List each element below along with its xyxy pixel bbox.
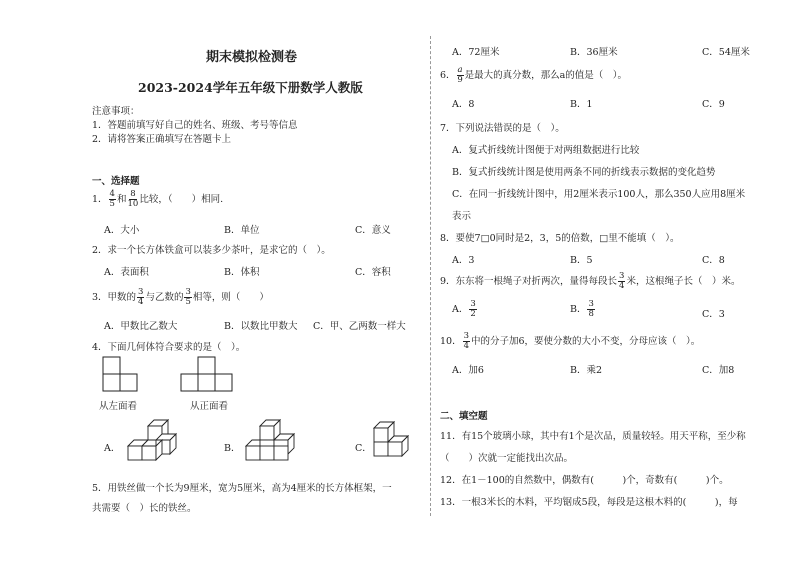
q1-num: 1． [92,194,108,205]
question-3: 3．甲数的 $\frac{3}{4}$ 与乙数的 $\frac{3}{5}$ 相等，则（ ） [92,287,269,307]
q4-option-c[interactable]: C． [355,443,372,454]
q2-option-b[interactable]: B．体积 [224,267,260,278]
q3-fraction-1: $\frac{3}{4}$ [138,287,144,307]
q10-option-c[interactable]: C．加8 [702,365,735,376]
q7-option-b[interactable]: B．复式折线统计图是使用两条不同的折线表示数据的变化趋势 [452,167,716,178]
question-1 [92,190,223,209]
q9-fraction: $\frac{3}{4}$ [619,271,625,291]
q4-option-b[interactable]: B． [224,443,241,454]
q9-option-a[interactable]: A． $\frac{3}{2}$ [452,299,476,319]
q2-option-c[interactable]: C．容积 [355,267,391,278]
question-13: 13．一根3米长的木料，平均锯成5段，每段是这根木料的( )，每 [440,497,738,508]
q9-option-a-fraction: $\frac{3}{2}$ [470,299,476,319]
question-2: 2．求一个长方体铁盒可以装多少茶叶，是求它的（ ）。 [92,245,331,256]
question-10: 10． $\frac{3}{4}$ 中的分子加6，要使分数的大小不变，分母应该（ ）。 [440,331,701,351]
q3-option-b[interactable]: B．以数比甲数大 [224,321,298,332]
q8-option-a[interactable]: A．3 [452,255,475,266]
notes-heading: 注意事项： [92,106,140,117]
q3-fraction-2: $\frac{3}{5}$ [185,287,191,307]
q1-option-b[interactable]: B．单位 [224,225,260,236]
page-subtitle: 2023-2024学年五年级下册数学人教版 [138,80,363,95]
q4-option-a-figure [122,418,180,468]
left-view-label: 从左面看 [99,401,138,412]
q3-option-c[interactable]: C．甲、乙两数一样大 [313,321,406,332]
q8-option-c[interactable]: C．8 [702,255,725,266]
front-view-figure [180,356,236,394]
question-4: 4．下面几何体符合要求的是（ ）。 [92,342,246,353]
q7-option-a[interactable]: A．复式折线统计图便于对两组数据进行比较 [452,145,640,156]
q5-option-c[interactable]: C．54厘米 [702,47,750,58]
front-view-label: 从正面看 [190,401,229,412]
q4-option-b-figure [240,418,298,468]
q5-option-b[interactable]: B．36厘米 [570,47,618,58]
section1-heading: 一、选择题 [92,176,140,187]
question-12: 12．在1－100的自然数中，偶数有( )个，奇数有( )个。 [440,475,729,486]
question-9: 9．东东将一根绳子对折两次，量得每段长 $\frac{3}{4}$ 米，这根绳子长（ ）米。 [440,271,741,291]
q5-option-a[interactable]: A．72厘米 [452,47,500,58]
notes-item-1: 1．答题前填写好自己的姓名、班级、考号等信息 [92,120,298,131]
page-title: 期末模拟检测卷 [206,50,298,65]
q6-fraction: $\frac{a}{9}$ [457,65,463,85]
q9-option-b[interactable]: B． $\frac{3}{8}$ [570,299,594,319]
q1-fraction-1: $\frac{4}{5}$ [109,189,115,209]
q9-option-b-fraction: $\frac{3}{8}$ [588,299,594,319]
q9-option-c[interactable]: C．3 [702,309,725,320]
q8-option-b[interactable]: B．5 [570,255,593,266]
q6-option-b[interactable]: B．1 [570,99,593,110]
left-view-figure [102,356,140,394]
q4-option-c-figure [370,418,414,468]
q10-option-a[interactable]: A．加6 [452,365,484,376]
q1-mid: 和 [116,194,127,205]
q2-option-a[interactable]: A．表面积 [104,267,149,278]
column-divider [430,36,432,516]
q6-option-c[interactable]: C．9 [702,99,725,110]
q1-option-c[interactable]: C．意义 [355,225,391,236]
question-6: 6． $\frac{a}{9}$ 是最大的真分数，那么a的值是（ ）。 [440,65,628,85]
q4-option-a[interactable]: A． [104,443,121,454]
question-7: 7．下列说法错误的是（ ）。 [440,123,565,134]
q10-fraction: $\frac{3}{4}$ [463,331,470,351]
question-8: 8．要使7□0同时是2，3，5的倍数，□里不能填（ ）。 [440,233,680,244]
q1-fraction-2: $\frac{8}{10}$ [127,189,139,209]
q10-option-b[interactable]: B．乘2 [570,365,603,376]
q6-option-a[interactable]: A．8 [452,99,475,110]
q7-option-c-line-1[interactable]: C．在同一折线统计图中，用2厘米表示100人，那么350人应用8厘米 [452,189,746,200]
question-5-line-2: 共需要（ ）长的铁丝。 [92,503,197,514]
question-11-line-1: 11．有15个玻璃小球，其中有1个是次品，质量较轻。用天平称，至少称 [440,431,746,442]
question-11-line-2: （ ）次就一定能找出次品。 [440,453,574,464]
q3-option-a[interactable]: A．甲数比乙数大 [104,321,178,332]
q1-rest: 比较，（ ）相同. [139,194,224,205]
question-5-line-1: 5．用铁丝做一个长为9厘米，宽为5厘米，高为4厘米的长方体框架，一 [92,483,392,494]
section2-heading: 二、填空题 [440,411,488,422]
q7-option-c-line-2: 表示 [452,211,472,222]
notes-item-2: 2．请将答案正确填写在答题卡上 [92,134,232,145]
q1-option-a[interactable]: A．大小 [104,225,140,236]
